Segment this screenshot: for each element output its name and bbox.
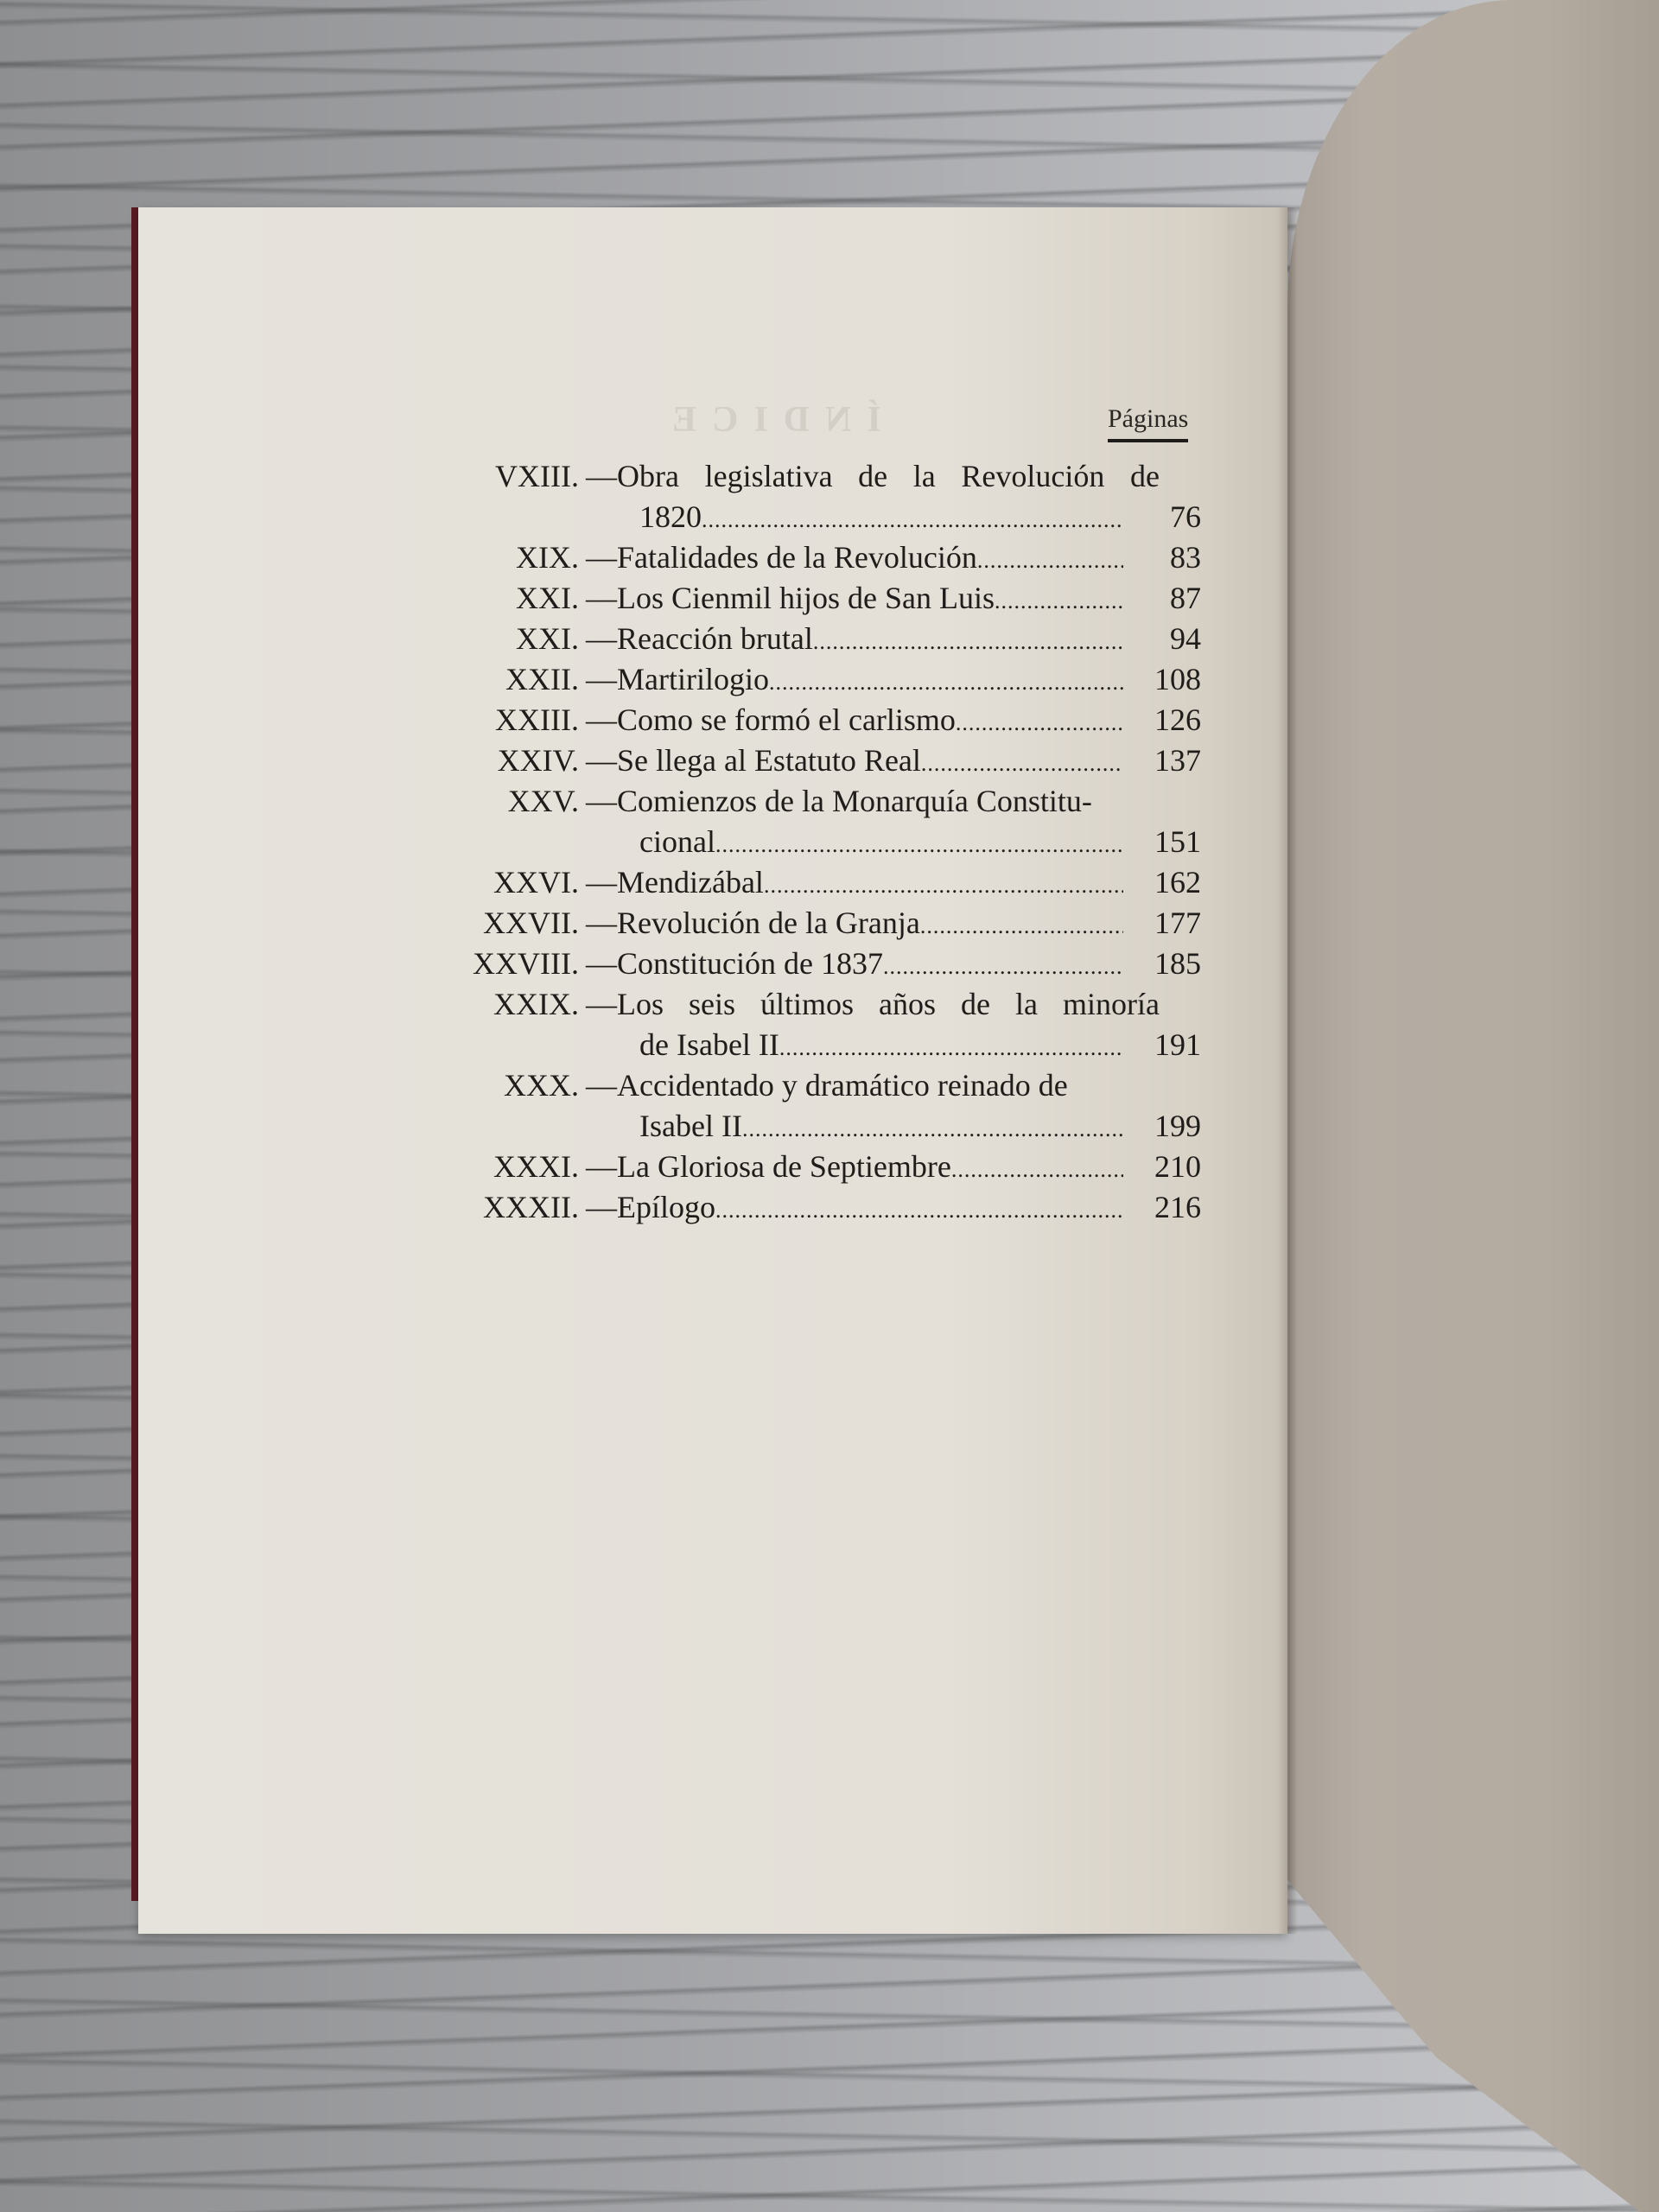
dot-leader [769,662,1123,702]
chapter-number: XXXII. [483,1190,579,1224]
toc-entry [406,862,1201,903]
dash: — [586,946,617,981]
chapter-number: XXXI. [493,1149,579,1184]
page-number: 216 [1154,1190,1201,1224]
toc-entry [406,1187,1201,1228]
toc-entry [406,1065,1201,1147]
table-of-contents [406,456,1201,1228]
chapter-title: Los seis últimos años de la minoría [617,987,1160,1021]
chapter-number: XIX. [516,540,579,575]
toc-entry [406,456,1201,537]
toc-entry [406,700,1201,741]
dash: — [586,865,617,899]
chapter-title: Reacción brutal ..... [617,619,1123,662]
page-number: 137 [1154,743,1201,778]
chapter-title-continued: de Isabel II [639,1027,779,1062]
page-number: 191 [1154,1027,1201,1062]
toc-entry [406,944,1201,984]
dot-leader [813,621,1123,662]
dash: — [586,784,617,818]
chapter-title: Mendizábal ..... [617,862,1123,906]
chapter-number: XXIX. [493,987,579,1021]
dot-leader [715,1190,1123,1230]
toc-entry [406,903,1201,944]
page-number: 162 [1154,865,1201,899]
dot-leader [951,1149,1123,1190]
toc-entry [406,1147,1201,1187]
dash: — [586,987,617,1021]
page-number: 177 [1154,906,1201,940]
page-number: 199 [1154,1109,1201,1143]
chapter-title: Epílogo ..... [617,1187,1123,1230]
chapter-number: XXVII. [483,906,579,940]
chapter-title: Se llega al Estatuto Real ..... [617,741,1123,784]
page-number: 126 [1154,702,1201,737]
dash: — [586,702,617,737]
chapter-number: XXX. [504,1068,579,1103]
dash: — [586,1190,617,1224]
dot-leader [779,1027,1123,1068]
dash: — [586,662,617,696]
chapter-title: La Gloriosa de Septiembre ..... [617,1147,1123,1190]
dash: — [586,540,617,575]
toc-entry [406,659,1201,700]
toc-entry [406,741,1201,781]
page-number: 210 [1154,1149,1201,1184]
dash: — [586,581,617,615]
page-number: 87 [1170,581,1201,615]
chapter-title-continued: Isabel II [639,1109,742,1143]
chapter-title: Comienzos de la Monarquía Constitu- [617,784,1092,818]
toc-entry [406,781,1201,862]
dot-leader [920,906,1123,946]
next-page-curl [1287,0,1659,2212]
dot-leader [715,824,1123,865]
page-number: 108 [1154,662,1201,696]
chapter-title-continued: cional [639,824,715,859]
chapter-title: Revolución de la Granja ..... [617,903,1123,946]
pages-column-label: Páginas [1108,404,1188,442]
chapter-title: Obra legislativa de la Revolución de [617,459,1160,493]
dot-leader [921,743,1123,784]
chapter-title-continued: 1820 [639,499,702,534]
chapter-number: VXIII. [495,459,579,493]
dot-leader [977,540,1123,581]
chapter-number: XXII. [505,662,579,696]
toc-entry [406,619,1201,659]
page-number: 151 [1154,824,1201,859]
dot-leader [742,1109,1123,1149]
dot-leader [995,581,1123,621]
chapter-number: XXI. [516,621,579,656]
chapter-title: Constitución de 1837 ..... [617,944,1123,987]
dash: — [586,459,617,493]
chapter-number: XXVI. [493,865,579,899]
dot-leader [702,499,1123,540]
page-number: 185 [1154,946,1201,981]
page-number: 76 [1170,499,1201,534]
page-number: 94 [1170,621,1201,656]
chapter-number: XXVIII. [473,946,579,981]
chapter-number: XXI. [516,581,579,615]
dash: — [586,1149,617,1184]
chapter-title: Accidentado y dramático reinado de [617,1068,1068,1103]
chapter-title: Los Cienmil hijos de San Luis ..... [617,578,1123,621]
chapter-number: XXV. [507,784,579,818]
chapter-number: XXIII. [495,702,579,737]
toc-entry [406,984,1201,1065]
gutter-shadow [1277,207,1298,1934]
dot-leader [883,946,1123,987]
chapter-title: Fatalidades de la Revolución ..... [617,537,1123,581]
dash: — [586,621,617,656]
chapter-title: Martirilogio ..... [617,659,1123,702]
dash: — [586,743,617,778]
dot-leader [764,865,1123,906]
dash: — [586,906,617,940]
page-number: 83 [1170,540,1201,575]
dot-leader [956,702,1123,743]
toc-entry [406,537,1201,578]
chapter-number: XXIV. [497,743,579,778]
toc-entry [406,578,1201,619]
dash: — [586,1068,617,1103]
chapter-title: Como se formó el carlismo ..... [617,700,1123,743]
